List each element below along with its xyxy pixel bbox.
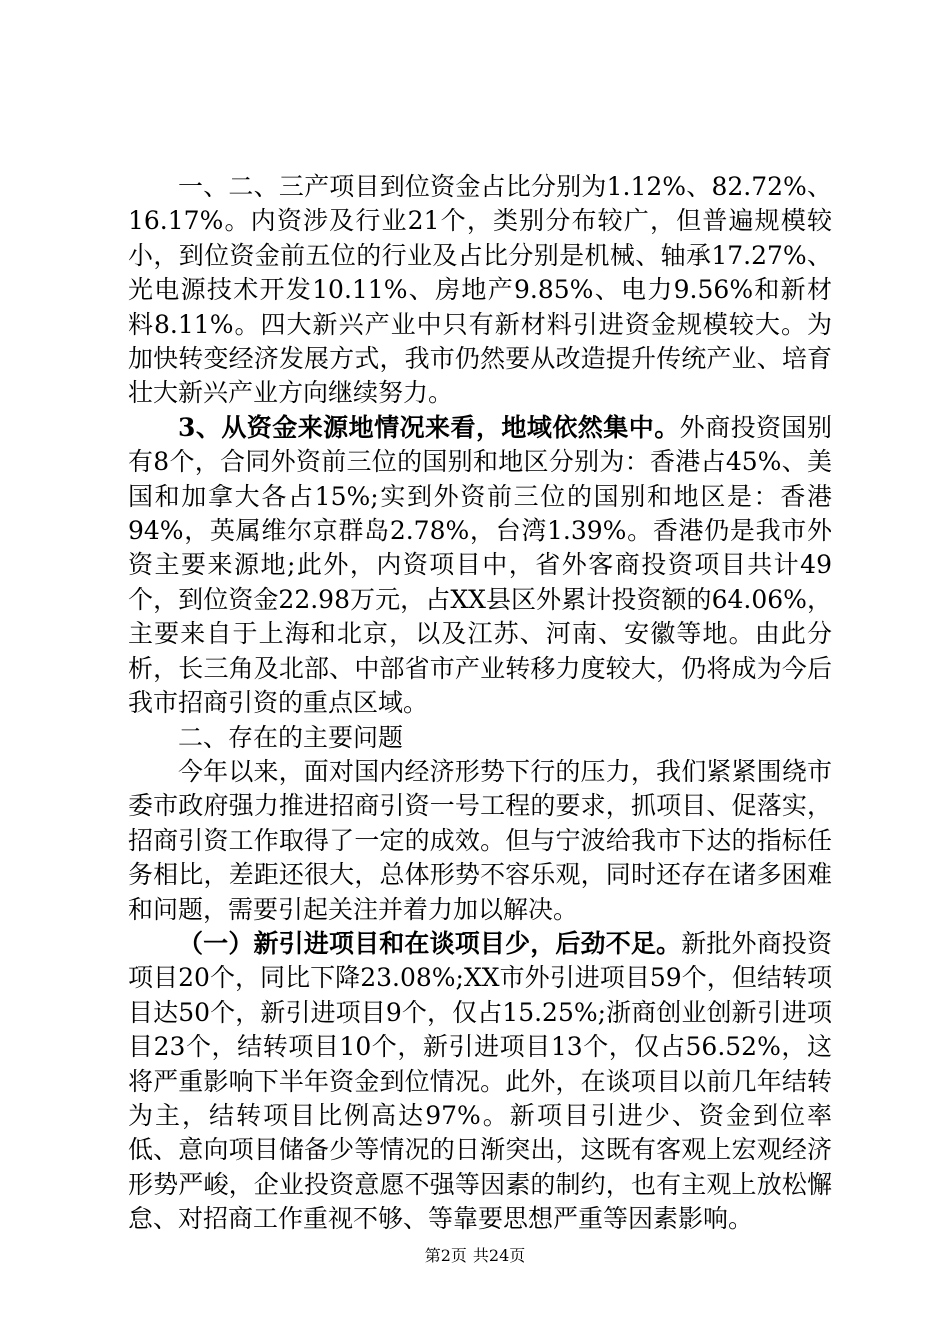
document-body bbox=[128, 170, 832, 1237]
paragraph-text: 外商投资国别有8个，合同外资前三位的国别和地区分别为：香港占45%、美国和加拿大各占15%;实到外资前三位的国别和地区是：香港94%，英属维尔京群岛2.78%，台湾1.39%。香港仍是我市外资主要来源地;此外，内资项目中，省外客商投资项目共计49个，到位资金22.98万元，占XX县区外累计投资额的64.06%，主要来自于上海和北京，以及江苏、河南、安徽等地。由此分析，长三角及北部、中部省市产业转移力度较大，仍将成为今后我市招商引资的重点区域。 bbox=[128, 412, 832, 718]
paragraph-lead: （一）新引进项目和在谈项目少，后劲不足。 bbox=[178, 928, 682, 958]
paragraph-text: 今年以来，面对国内经济形势下行的压力，我们紧紧围绕市委市政府强力推进招商引资一号工程的要求，抓项目、促落实，招商引资工作取得了一定的成效。但与宁波给我市下达的指标任务相比，差距还很大，总体形势不容乐观，同时还存在诸多困难和问题，需要引起关注并着力加以解决。 bbox=[128, 756, 832, 924]
paragraph-new-projects-shortage bbox=[128, 927, 832, 1237]
paragraph-text: 二、存在的主要问题 bbox=[178, 722, 404, 752]
paragraph-lead: 3、从资金来源地情况来看，地域依然集中。 bbox=[178, 412, 680, 442]
paragraph-industry-share bbox=[128, 170, 832, 411]
section-heading-main-problems bbox=[128, 721, 832, 755]
paragraph-text: 一、二、三产项目到位资金占比分别为1.12%、82.72%、16.17%。内资涉及行业21个，类别分布较广，但普遍规模较小，到位资金前五位的行业及占比分别是机械、轴承17.27%、光电源技术开发10.11%、房地产9.85%、电力9.56%和新材料8.11%。四大新兴产业中只有新材料引进资金规模较大。为加快转变经济发展方式，我市仍然要从改造提升传统产业、培育壮大新兴产业方向继续努力。 bbox=[128, 172, 832, 408]
paragraph-text: 新批外商投资项目20个，同比下降23.08%;XX市外引进项目59个，但结转项目达50个，新引进项目9个，仅占15.25%;浙商创业创新引进项目23个，结转项目10个，新引进项目13个，仅占56.52%，这将严重影响下半年资金到位情况。此外，在谈项目以前几年结转为主，结转项目比例高达97%。新项目引进少、资金到位率低、意向项目储备少等情况的日渐突出，这既有客观上宏观经济形势严峻，企业投资意愿不强等因素的制约，也有主观上放松懈怠、对招商工作重视不够、等靠要思想严重等因素影响。 bbox=[128, 928, 832, 1234]
paragraph-situation-overview bbox=[128, 755, 832, 927]
paragraph-capital-source bbox=[128, 411, 832, 721]
page-footer bbox=[0, 1246, 950, 1266]
page-total: 共24页 bbox=[472, 1246, 526, 1265]
page-number: 第2页 bbox=[424, 1246, 467, 1265]
